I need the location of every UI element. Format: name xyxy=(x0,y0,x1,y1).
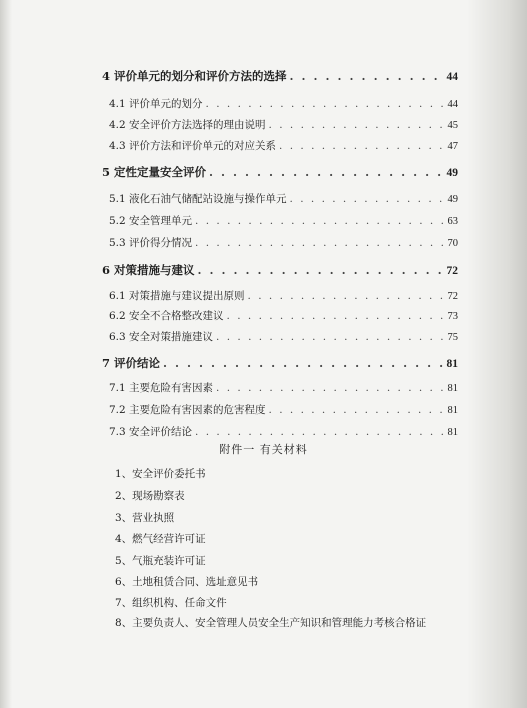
toc-page-number: 75 xyxy=(447,332,458,343)
attachment-item: 4、燃气经营许可证 xyxy=(115,533,206,545)
toc-entry-section-4-3[interactable] xyxy=(102,138,458,153)
toc-entry-section-6-1[interactable] xyxy=(102,288,458,303)
attachment-item: 8、主要负责人、安全管理人员安全生产知识和管理能力考核合格证 xyxy=(115,617,427,629)
toc-page-number: 72 xyxy=(446,265,458,277)
toc-entry-label: 4.3 评价方法和评价单元的对应关系 xyxy=(109,140,277,152)
attachment-item: 2、现场勘察表 xyxy=(115,490,185,502)
attachment-item: 6、土地租赁合同、选址意见书 xyxy=(115,576,259,588)
toc-entry-chapter-5[interactable] xyxy=(102,164,458,180)
toc-entry-label: 7.3 安全评价结论 xyxy=(109,426,193,438)
toc-entry-label: 6.1 对策措施与建议提出原则 xyxy=(109,290,245,302)
toc-page-number: 73 xyxy=(447,311,458,322)
toc-page-number: 44 xyxy=(447,99,458,110)
scan-left-edge xyxy=(0,0,12,708)
toc-page-number: 72 xyxy=(447,291,458,302)
toc-entry-label: 4.1 评价单元的划分 xyxy=(109,98,203,110)
toc-page-number: 81 xyxy=(446,358,458,370)
toc-entry-chapter-6[interactable] xyxy=(102,262,458,278)
toc-page-number: 45 xyxy=(447,120,458,131)
toc-entry-section-4-1[interactable] xyxy=(102,96,458,111)
toc-page-number: 81 xyxy=(447,427,458,438)
toc-page-number: 81 xyxy=(447,383,458,394)
toc-dot-leader xyxy=(216,382,444,394)
toc-dot-leader xyxy=(227,310,445,322)
toc-entry-label: 5.1 液化石油气储配站设施与操作单元 xyxy=(109,193,287,205)
toc-entry-label: 5.3 评价得分情况 xyxy=(109,237,193,249)
toc-page-number: 70 xyxy=(447,238,458,249)
toc-entry-section-4-2[interactable] xyxy=(102,117,458,132)
toc-dot-leader xyxy=(206,98,445,110)
toc-entry-label: 7 评价结论 xyxy=(102,356,161,370)
toc-dot-leader xyxy=(279,140,444,152)
toc-entry-section-7-3[interactable] xyxy=(102,424,458,439)
toc-dot-leader xyxy=(209,165,443,179)
toc-dot-leader xyxy=(195,237,444,249)
attachment-item: 1、安全评价委托书 xyxy=(115,468,206,480)
toc-page-number: 49 xyxy=(446,167,458,179)
toc-dot-leader xyxy=(163,356,443,370)
toc-dot-leader xyxy=(216,331,444,343)
toc-entry-label: 7.2 主要危险有害因素的危害程度 xyxy=(109,404,266,416)
toc-entry-label: 6.2 安全不合格整改建议 xyxy=(109,310,224,322)
toc-entry-section-7-1[interactable] xyxy=(102,380,458,395)
toc-dot-leader xyxy=(269,404,445,416)
toc-dot-leader xyxy=(290,69,444,83)
toc-entry-section-6-3[interactable] xyxy=(102,329,458,344)
toc-entry-label: 6 对策措施与建议 xyxy=(102,263,195,277)
toc-entry-label: 4.2 安全评价方法选择的理由说明 xyxy=(109,119,266,131)
toc-dot-leader xyxy=(290,193,445,205)
toc-entry-label: 7.1 主要危险有害因素 xyxy=(109,382,214,394)
toc-dot-leader xyxy=(195,215,444,227)
toc-entry-label: 6.3 安全对策措施建议 xyxy=(109,331,214,343)
toc-dot-leader xyxy=(195,426,444,438)
toc-dot-leader xyxy=(248,290,445,302)
toc-dot-leader xyxy=(269,119,445,131)
toc-dot-leader xyxy=(198,263,444,277)
toc-page-number: 81 xyxy=(447,405,458,416)
scan-right-edge xyxy=(467,0,527,708)
toc-entry-section-6-2[interactable] xyxy=(102,308,458,323)
toc-page-number: 47 xyxy=(447,141,458,152)
toc-entry-section-5-3[interactable] xyxy=(102,235,458,250)
toc-page-number: 44 xyxy=(446,71,458,83)
toc-entry-section-5-1[interactable] xyxy=(102,191,458,206)
toc-entry-chapter-4[interactable] xyxy=(102,68,458,84)
attachment-heading: 附件一 有关材料 xyxy=(219,443,308,456)
toc-entry-label: 5.2 安全管理单元 xyxy=(109,215,193,227)
toc-page-number: 63 xyxy=(447,216,458,227)
toc-entry-chapter-7[interactable] xyxy=(102,355,458,371)
attachment-item: 7、组织机构、任命文件 xyxy=(115,597,227,609)
toc-entry-label: 4 评价单元的划分和评价方法的选择 xyxy=(102,69,287,83)
attachment-item: 3、营业执照 xyxy=(115,512,175,524)
toc-page-number: 49 xyxy=(447,194,458,205)
attachment-item: 5、气瓶充装许可证 xyxy=(115,555,206,567)
toc-entry-section-5-2[interactable] xyxy=(102,213,458,228)
toc-entry-section-7-2[interactable] xyxy=(102,402,458,417)
toc-entry-label: 5 定性定量安全评价 xyxy=(102,165,207,179)
